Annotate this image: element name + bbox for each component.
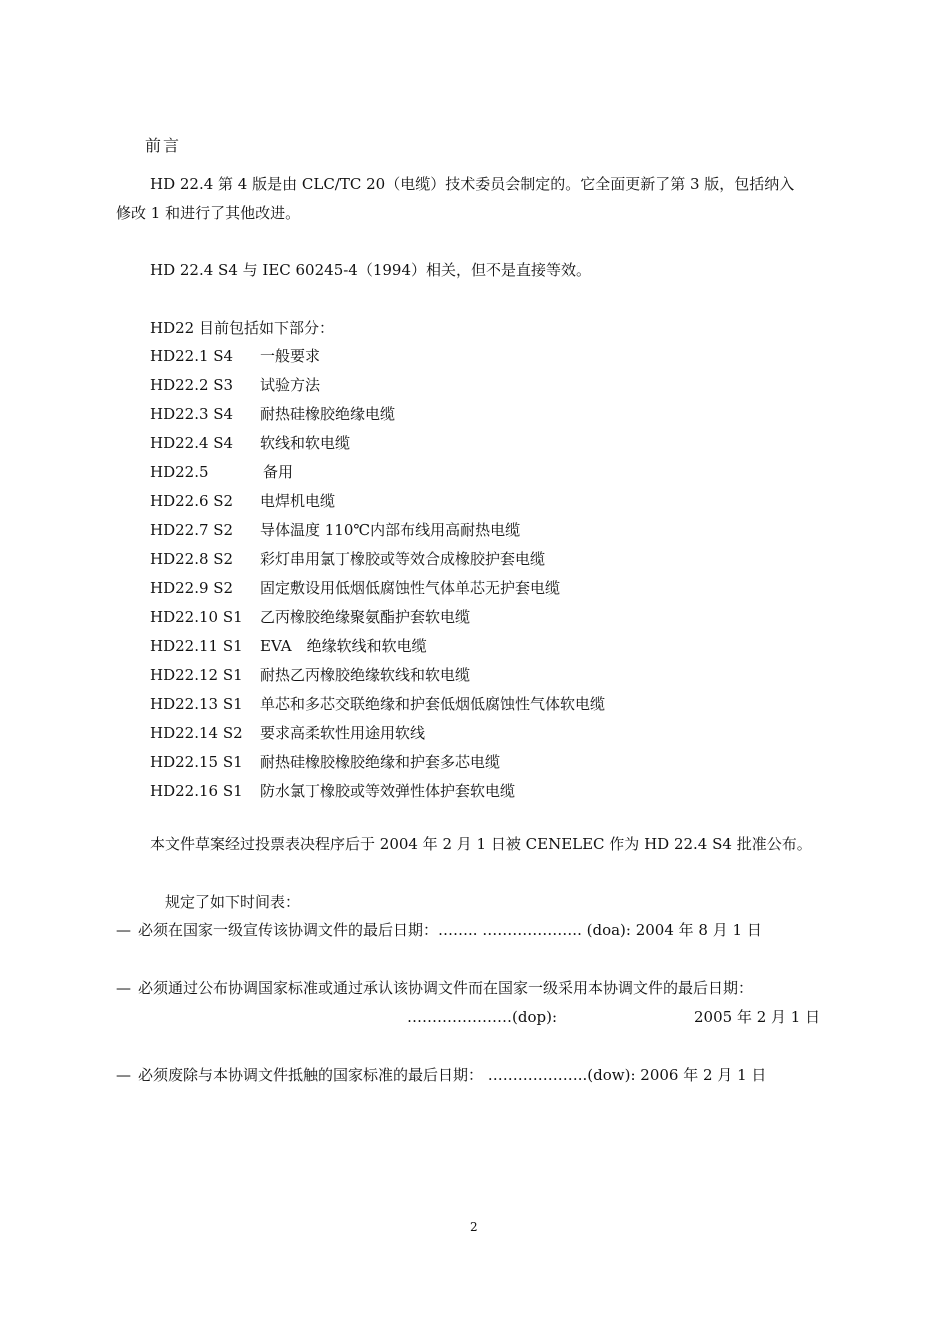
part-title: 彩灯串用氯丁橡胶或等效合成橡胶护套电缆 (260, 550, 546, 568)
part-title: 试验方法 (260, 376, 321, 394)
dash-mark: — (116, 1066, 131, 1084)
date-doa-row (116, 920, 762, 940)
date-dow-row (116, 1065, 766, 1085)
part-code: HD22.13 S1 (150, 695, 243, 713)
paragraph-edition-line1: HD 22.4 第 4 版是由 CLC/TC 20（电缆）技术委员会制定的。它全面更新了第 3 版，包括纳入 (150, 175, 795, 193)
part-title: 固定敷设用低烟低腐蚀性气体单芯无护套电缆 (260, 579, 561, 597)
part-code: HD22.1 S4 (150, 347, 234, 365)
part-code: HD22.3 S4 (150, 405, 234, 423)
page-number: 2 (470, 1220, 478, 1234)
part-code: HD22.12 S1 (150, 666, 243, 684)
part-code: HD22.7 S2 (150, 521, 234, 539)
part-title: 电焊机电缆 (260, 492, 336, 510)
part-code: HD22.2 S3 (150, 376, 234, 394)
part-code: HD22.9 S2 (150, 579, 234, 597)
paragraph-edition-line2: 修改 1 和进行了其他改进。 (116, 204, 301, 222)
timetable-intro: 规定了如下时间表： (165, 893, 301, 911)
part-title: 导体温度 110℃内部布线用高耐热电缆 (260, 521, 521, 539)
parts-intro: HD22 目前包括如下部分： (150, 319, 334, 337)
part-title: 耐热硅橡胶绝缘电缆 (260, 405, 396, 423)
part-code: HD22.16 S1 (150, 782, 243, 800)
date-dop-value: 2005 年 2 月 1 日 (694, 1008, 821, 1026)
part-title: 乙丙橡胶绝缘聚氨酯护套软电缆 (260, 608, 471, 626)
part-code: HD22.6 S2 (150, 492, 234, 510)
part-title: 耐热硅橡胶橡胶绝缘和护套多芯电缆 (260, 753, 501, 771)
part-title: 备用 (263, 463, 294, 481)
date-dop-label: …………………(dop): (407, 1008, 557, 1026)
date-doa-text: 必须在国家一级宣传该协调文件的最后日期：…….. ……………….. (doa): 2004 年 8 月 1 日 (138, 921, 762, 939)
part-title: 一般要求 (260, 347, 321, 365)
dash-mark: — (116, 979, 131, 997)
part-code: HD22.11 S1 (150, 637, 243, 655)
foreword-heading: 前言 (145, 136, 182, 155)
part-code: HD22.14 S2 (150, 724, 243, 742)
part-title: 软线和软电缆 (260, 434, 351, 452)
paragraph-approval: 本文件草案经过投票表决程序后于 2004 年 2 月 1 日被 CENELEC 作为 HD 22.4 S4 批准公布。 (150, 835, 812, 853)
part-code: HD22.4 S4 (150, 434, 234, 452)
paragraph-iec-relation: HD 22.4 S4 与 IEC 60245-4（1994）相关，但不是直接等效。 (150, 261, 592, 279)
date-dop-row (116, 978, 753, 998)
date-dow-text: 必须废除与本协调文件抵触的国家标准的最后日期： ………………..(dow): 2006 年 2 月 1 日 (138, 1066, 767, 1084)
part-title: 要求高柔软性用途用软线 (260, 724, 426, 742)
part-code: HD22.15 S1 (150, 753, 243, 771)
part-title: 耐热乙丙橡胶绝缘软线和软电缆 (260, 666, 471, 684)
part-code: HD22.8 S2 (150, 550, 234, 568)
part-code: HD22.5 (150, 463, 209, 481)
part-code: HD22.10 S1 (150, 608, 243, 626)
part-title: 单芯和多芯交联绝缘和护套低烟低腐蚀性气体软电缆 (260, 695, 606, 713)
part-title: 防水氯丁橡胶或等效弹性体护套软电缆 (260, 782, 516, 800)
date-dop-text: 必须通过公布协调国家标准或通过承认该协调文件而在国家一级采用本协调文件的最后日期： (138, 979, 754, 997)
dash-mark: — (116, 921, 131, 939)
part-title: EVA 绝缘软线和软电缆 (260, 637, 427, 655)
